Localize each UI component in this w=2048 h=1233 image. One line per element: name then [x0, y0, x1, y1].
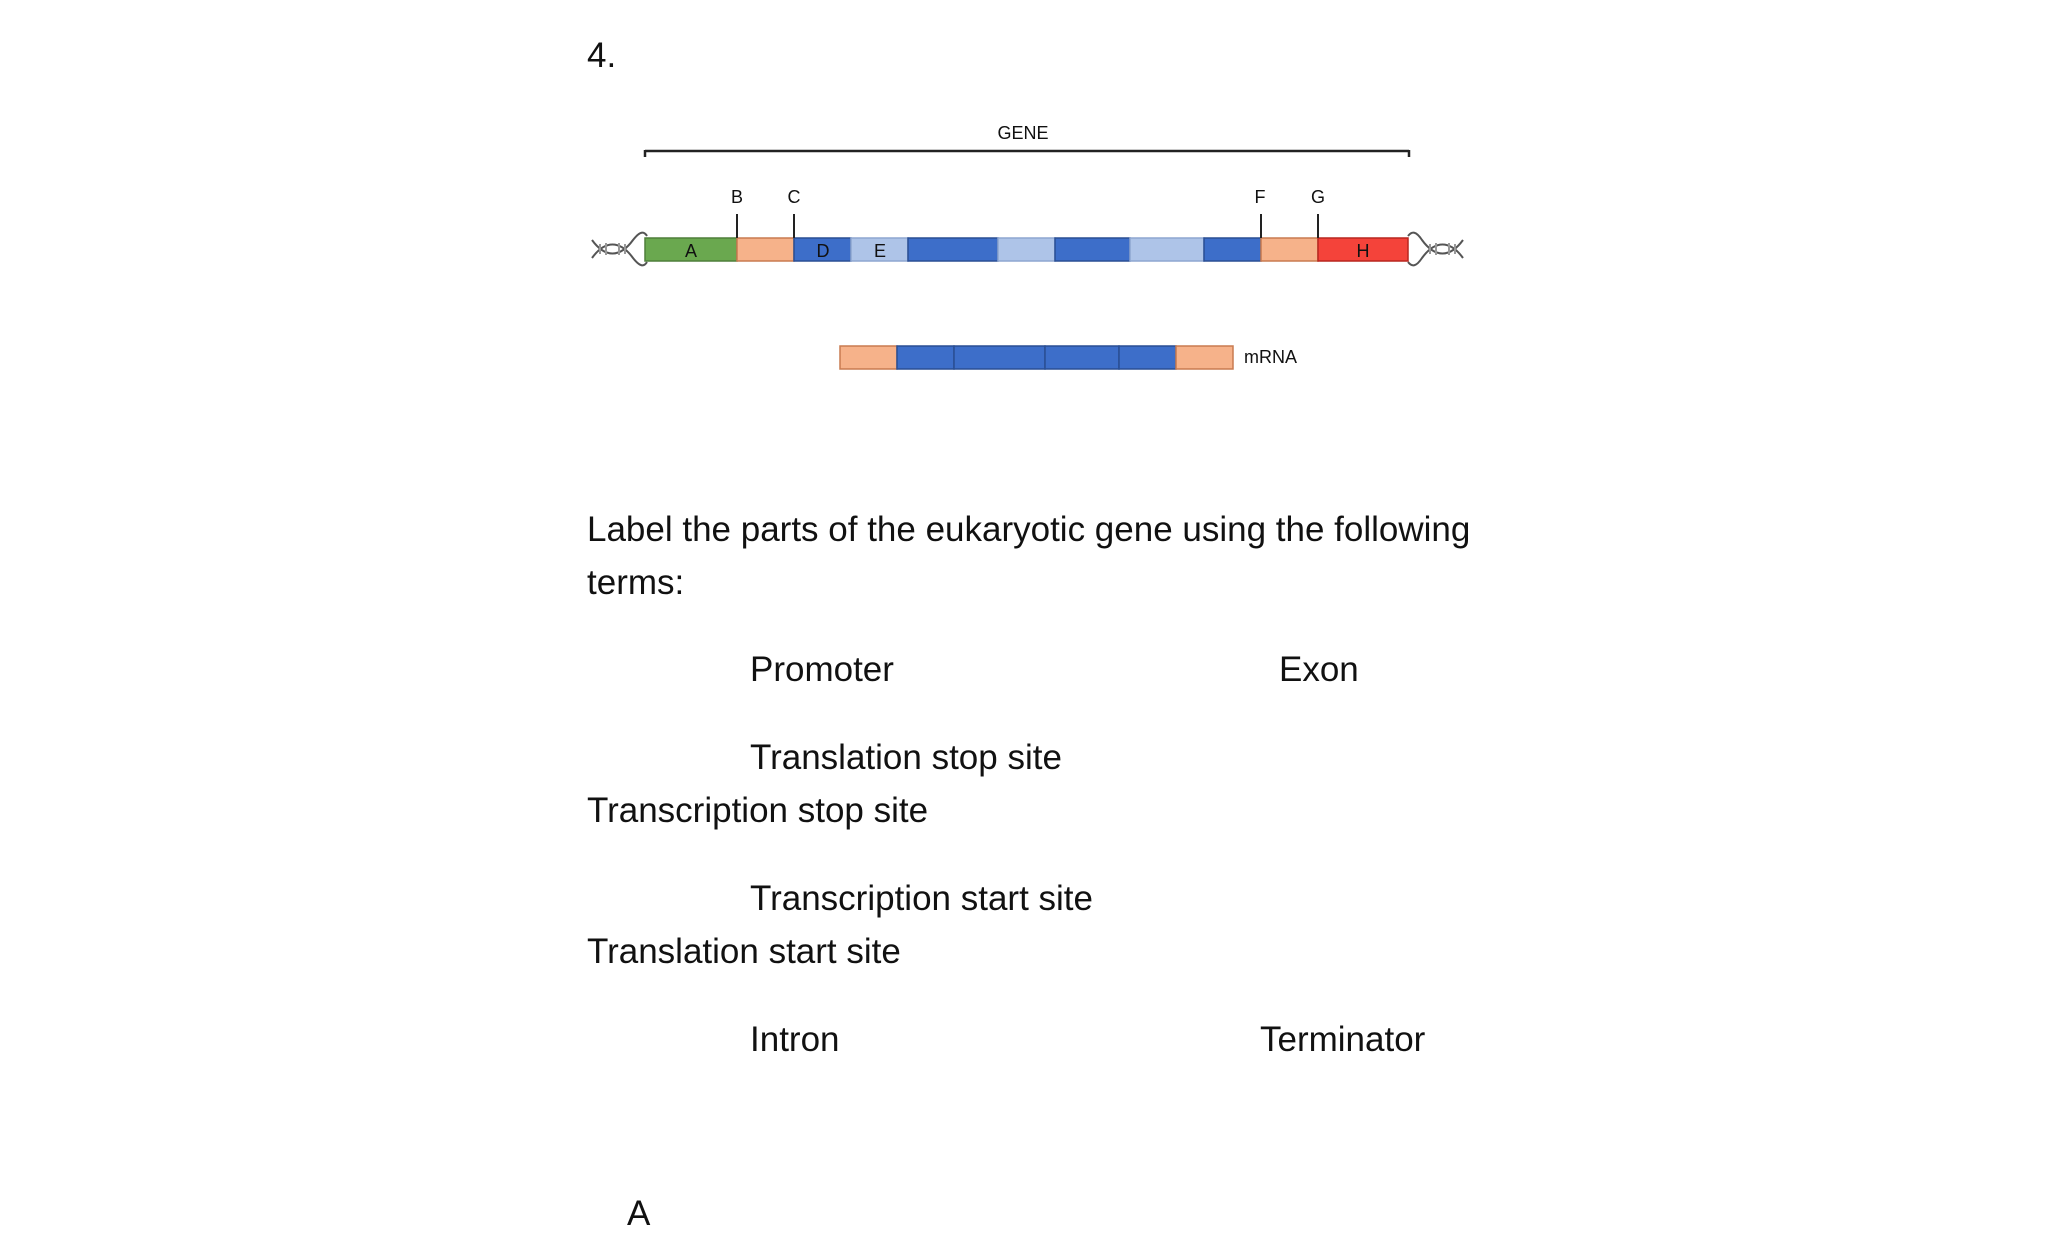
term-transcription-stop-site: Transcription stop site [587, 791, 929, 830]
region-5utr [737, 238, 794, 261]
gene-label: GENE [997, 123, 1049, 143]
region-intron-3 [1130, 238, 1204, 261]
region-intron-2 [998, 238, 1055, 261]
marker-label-f: F [1254, 187, 1266, 207]
gene-bracket [645, 150, 1409, 157]
marker-label-c: C [787, 187, 801, 207]
term-terminator: Terminator [1260, 1020, 1426, 1059]
answer-label-a: A [627, 1194, 651, 1233]
term-translation-stop-site: Translation stop site [750, 738, 1062, 777]
instruction-line-1: Label the parts of the eukaryotic gene using the following [587, 510, 1471, 549]
region-label-d: D [816, 241, 830, 261]
dna-helix-left-icon [592, 233, 647, 266]
dna-helix-right-icon [1408, 233, 1463, 266]
region-label-h: H [1356, 241, 1370, 261]
gene-diagram [0, 0, 2048, 420]
region-exon-3 [1055, 238, 1130, 261]
instruction-line-2: terms: [587, 563, 685, 602]
mrna-strand [840, 346, 1233, 369]
mrna-label: mRNA [1244, 347, 1297, 367]
term-transcription-start-site: Transcription start site [750, 879, 1093, 918]
marker-label-g: G [1310, 187, 1326, 207]
region-label-e: E [873, 241, 887, 261]
region-exon-4 [1204, 238, 1261, 261]
term-intron: Intron [750, 1020, 840, 1059]
region-label-a: A [684, 241, 698, 261]
term-translation-start-site: Translation start site [587, 932, 901, 971]
question-number: 4. [587, 36, 617, 75]
marker-label-b: B [730, 187, 744, 207]
term-exon: Exon [1279, 650, 1359, 689]
region-exon-2 [908, 238, 998, 261]
term-promoter: Promoter [750, 650, 894, 689]
region-3utr [1261, 238, 1318, 261]
